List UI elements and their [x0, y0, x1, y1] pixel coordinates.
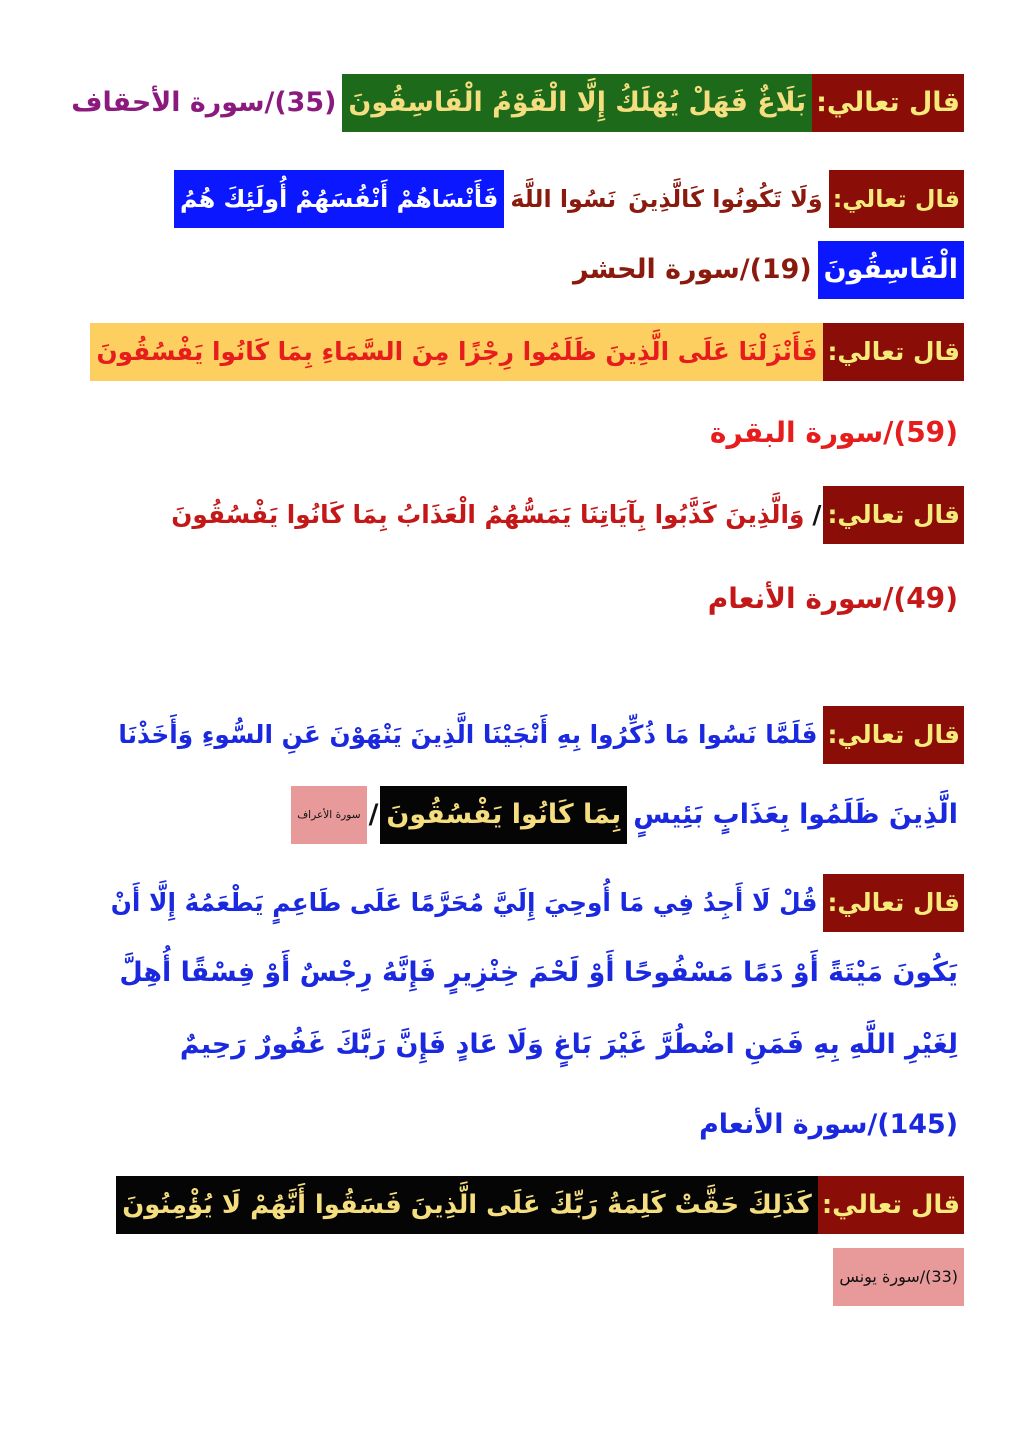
- verse-hashr-line-2: [554, 241, 964, 299]
- verse-araf-text-c: بِمَا كَانُوا يَفْسُقُونَ: [380, 786, 627, 844]
- verse-anam145-line1: قُلْ لَا أَجِدُ فِي مَا أُوحِيَ إِلَيَّ مُحَرَّمًا عَلَى طَاعِمٍ يَطْعَمُهُ إِلَّا أَنْ: [110, 888, 818, 917]
- verse-anam145-line2: يَكُونَ مَيْتَةً أَوْ دَمًا مَسْفُوحًا أَوْ لَحْمَ خِنْزِيرٍ فَإِنَّهُ رِجْسٌ أَوْ فِسْقًا أُهِلَّ: [119, 957, 958, 988]
- verse-hashr-ref: (19)/سورة الحشر: [572, 254, 812, 285]
- verse-label: قال تعالي:: [829, 170, 964, 228]
- verse-label: قال تعالي:: [823, 486, 964, 544]
- verse-araf-slash: /: [368, 799, 379, 830]
- verse-yunus-ref: (33)/سورة يونس: [833, 1248, 964, 1306]
- verse-anam49-line-1: [156, 486, 964, 544]
- verse-anam49-ref: (49)/سورة الأنعام: [707, 582, 958, 615]
- verse-anam145-line-4: [686, 1096, 964, 1154]
- verse-araf-ref: سورة الأعراف: [291, 786, 366, 844]
- verse-yunus-line-2: [834, 1248, 964, 1306]
- verse-anam145-line-2: [104, 944, 964, 1002]
- verse-yunus-text: كَذَلِكَ حَقَّتْ كَلِمَةُ رَبِّكَ عَلَى الَّذِينَ فَسَقُوا أَنَّهُمْ لَا يُؤْمِنُونَ: [116, 1176, 818, 1234]
- verse-hashr-text-b: نَسُوا اللَّهَ: [510, 185, 617, 213]
- verse-label: قال تعالي:: [812, 74, 964, 132]
- verse-anam49-text: وَالَّذِينَ كَذَّبُوا بِآيَاتِنَا يَمَسُّهُمُ الْعَذَابُ بِمَا كَانُوا يَفْسُقُونَ: [171, 500, 805, 529]
- verse-hashr-text-d: الْفَاسِقُونَ: [818, 241, 964, 299]
- verse-yunus-line-1: [108, 1176, 964, 1234]
- verse-label: قال تعالي:: [823, 323, 964, 381]
- verse-baqarah-line-2: [704, 404, 964, 462]
- verse-hashr-text-c: فَأَنْسَاهُمْ أَنْفُسَهُمْ أُولَئِكَ هُمُ: [174, 170, 504, 228]
- verse-anam145-ref: (145)/سورة الأنعام: [699, 1109, 958, 1140]
- verse-hashr-text-a: وَلَا تَكُونُوا كَالَّذِينَ: [628, 185, 823, 213]
- verse-ahqaf-line: [60, 74, 964, 132]
- verse-araf-line-1: [82, 706, 964, 764]
- verse-hashr-line-1: [164, 170, 964, 228]
- verse-ahqaf-text: بَلَاغٌ فَهَلْ يُهْلَكُ إِلَّا الْقَوْمُ الْفَاسِقُونَ: [342, 74, 812, 132]
- verse-baqarah-ref: (59)/سورة البقرة: [709, 416, 958, 449]
- verse-baqarah-line-1: [82, 323, 964, 381]
- verse-araf-line-2: [292, 786, 964, 844]
- verse-araf-text-a: فَلَمَّا نَسُوا مَا ذُكِّرُوا بِهِ أَنْجَيْنَا الَّذِينَ يَنْهَوْنَ عَنِ السُّوءِ وَأَخَذْنَا: [118, 720, 818, 749]
- verse-anam49-line-2: [696, 570, 964, 628]
- verse-label: قال تعالي:: [818, 1176, 964, 1234]
- verse-anam145-line-3: [164, 1016, 964, 1074]
- verse-anam145-line-1: [82, 874, 964, 932]
- verse-label: قال تعالي:: [823, 706, 964, 764]
- verse-label: قال تعالي:: [823, 874, 964, 932]
- verse-baqarah-text: فَأَنْزَلْنَا عَلَى الَّذِينَ ظَلَمُوا رِجْزًا مِنَ السَّمَاءِ بِمَا كَانُوا يَفْسُقُونَ: [90, 323, 823, 381]
- verse-anam49-slash: /: [812, 500, 822, 529]
- verse-araf-text-b: الَّذِينَ ظَلَمُوا بِعَذَابٍ بَئِيسٍ: [633, 799, 958, 830]
- verse-anam145-line3: لِغَيْرِ اللَّهِ بِهِ فَمَنِ اضْطُرَّ غَيْرَ بَاغٍ وَلَا عَادٍ فَإِنَّ رَبَّكَ غَفُورٌ رَحِيمٌ: [179, 1029, 958, 1060]
- verse-ahqaf-ref: (35)/سورة الأحقاف: [71, 87, 337, 118]
